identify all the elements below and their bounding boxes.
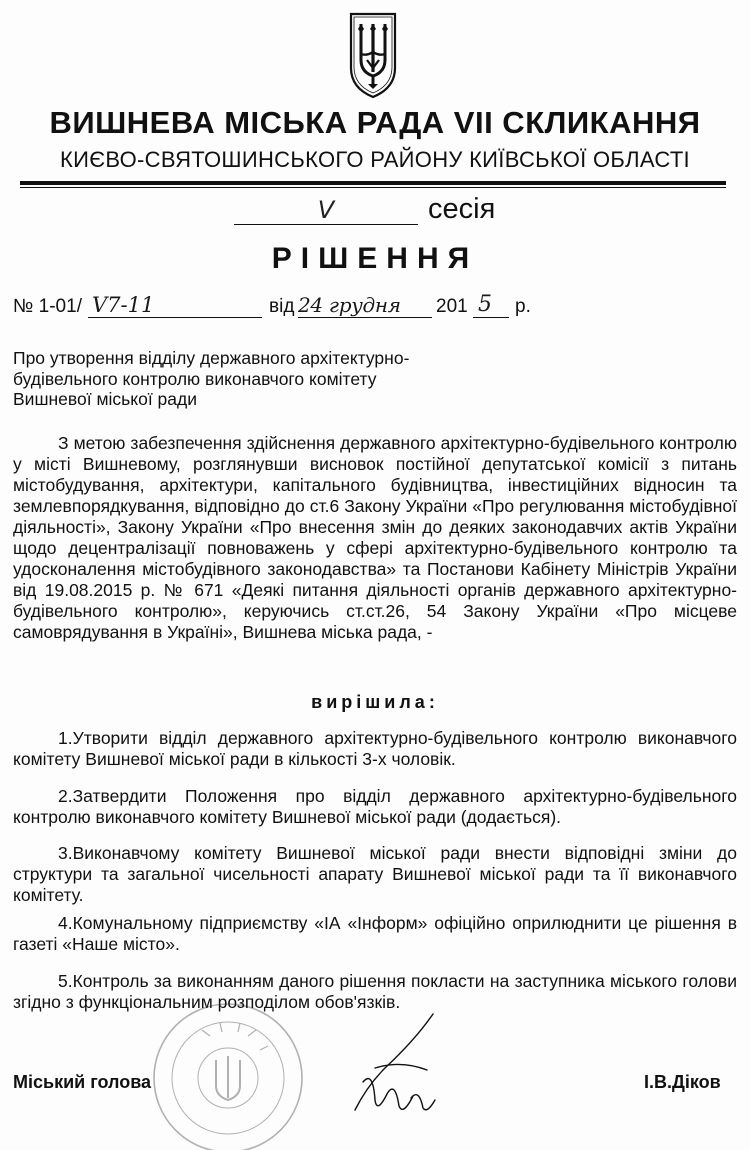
decision-subject: Про утворення відділу державного архітектурно-будівельного контролю виконавчого комітету Вишневої міської ради — [13, 348, 410, 409]
decision-number-handwritten: V7-11 — [92, 293, 155, 317]
decision-from-label: від — [269, 296, 295, 317]
decision-year-handwritten: 5 — [478, 292, 492, 317]
handwritten-signature — [315, 1010, 475, 1117]
resolution-item: 3.Виконавчому комітету Вишневої міської ради внести відповідні зміни до структури та загальної чисельності апарату Вишневої міської ради та її виконавчого комітету. — [13, 843, 737, 905]
signatory-name: І.В.Діков — [644, 1072, 721, 1092]
document-title: РІШЕННЯ — [271, 242, 479, 275]
session-number: V — [317, 196, 335, 224]
decided-heading: вирішила: — [311, 692, 439, 712]
trident-emblem-icon — [343, 10, 403, 100]
signatory-title: Міський голова — [13, 1072, 152, 1092]
resolution-item: 4.Комунальному підприємству «ІА «Інформ» офіційно оприлюднити це рішення в газеті «Наше місто». — [13, 913, 737, 954]
official-stamp — [140, 990, 310, 1150]
decision-year-prefix: 201 — [436, 296, 468, 317]
decision-number-prefix: № 1-01/ — [13, 296, 82, 317]
council-name: ВИШНЕВА МІСЬКА РАДА VII СКЛИКАННЯ — [49, 105, 701, 140]
resolution-item: 2.Затвердити Положення про відділ державного архітектурно-будівельного контролю виконавчого комітету Вишневої міської ради (додається). — [13, 786, 737, 827]
decision-year-suffix: р. — [515, 296, 531, 317]
header-divider-thin — [20, 187, 726, 188]
resolution-item: 1.Утворити відділ державного архітектурно-будівельного контролю виконавчого комітету Вишневої міської ради в кількості 3-х чоловік. — [13, 728, 737, 769]
session-label: сесія — [428, 193, 496, 225]
preamble-paragraph: З метою забезпечення здійснення державного архітектурно-будівельного контролю у місті Вишневому, розглянувши висновок постійної депутатської комісії з питань містобудування, архітектури, капітального будівництва, інвестиційних відносин та землевпорядкування, відповідно до ст.6 Закону України «Про регулювання містобудівної діяльності», Закону України «Про внесення змін до деяких законодавчих актів України щодо децентралізації повноважень у сфері архітектурно-будівельного контролю та удосконалення містобудівного законодавства» та Постанови Кабінету Міністрів України від 19.08.2015 р. № 671 «Деякі питання діяльності органів державного архітектурно-будівельного контролю», керуючись ст.ст.26, 54 Закону України «Про місцеве самоврядування в Україні», Вишнева міська рада, - — [13, 433, 737, 642]
header-divider-thick — [20, 181, 726, 185]
resolution-item: 5.Контроль за виконанням даного рішення покласти на заступника міського голови згідно з функціональним розподілом обов'язків. — [13, 971, 737, 1012]
decision-date-handwritten: 24 грудня — [298, 293, 401, 317]
district-name: КИЄВО-СВЯТОШИНСЬКОГО РАЙОНУ КИЇВСЬКОЇ ОБЛАСТІ — [60, 147, 690, 172]
